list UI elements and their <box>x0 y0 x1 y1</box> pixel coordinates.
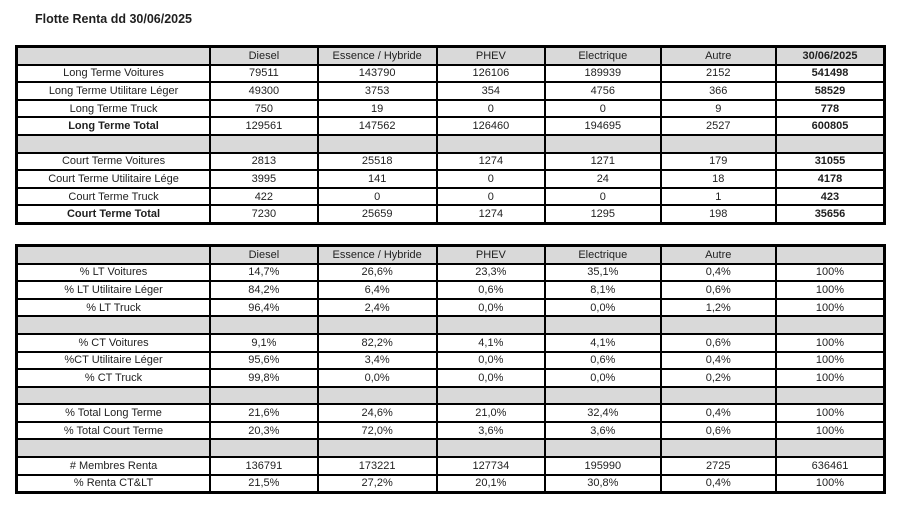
data-cell: 423 <box>776 188 885 206</box>
data-cell: 82,2% <box>318 334 437 352</box>
data-cell: 0 <box>545 100 660 118</box>
data-cell: 143790 <box>318 65 437 83</box>
row-label-cell: Long Terme Utilitare Léger <box>17 82 211 100</box>
data-cell: 100% <box>776 334 885 352</box>
separator-cell <box>17 316 211 334</box>
data-cell: 6,4% <box>318 281 437 299</box>
column-header: PHEV <box>437 245 546 263</box>
data-cell: 8,1% <box>545 281 660 299</box>
data-cell: 100% <box>776 404 885 422</box>
data-cell: 127734 <box>437 457 546 475</box>
data-cell: 147562 <box>318 117 437 135</box>
fleet-counts-table <box>15 45 886 225</box>
data-cell: 58529 <box>776 82 885 100</box>
data-cell: 0,0% <box>437 299 546 317</box>
header-row <box>17 245 885 263</box>
separator-row <box>17 387 885 405</box>
separator-row <box>17 439 885 457</box>
table-row <box>17 100 885 118</box>
row-label-cell: Court Terme Voitures <box>17 153 211 171</box>
data-cell: 126106 <box>437 65 546 83</box>
fleet-counts-table-header <box>17 47 885 65</box>
data-cell: 1295 <box>545 205 660 223</box>
data-cell: 0,6% <box>661 334 776 352</box>
fleet-counts-table-body <box>17 65 885 224</box>
data-cell: 49300 <box>210 82 318 100</box>
data-cell: 0,2% <box>661 369 776 387</box>
data-cell: 129561 <box>210 117 318 135</box>
data-cell: 136791 <box>210 457 318 475</box>
column-header: Diesel <box>210 245 318 263</box>
separator-cell <box>776 316 885 334</box>
table-row <box>17 170 885 188</box>
data-cell: 2813 <box>210 153 318 171</box>
data-cell: 20,1% <box>437 475 546 493</box>
separator-cell <box>661 135 776 153</box>
data-cell: 35,1% <box>545 264 660 282</box>
data-cell: 1271 <box>545 153 660 171</box>
table-row <box>17 205 885 223</box>
data-cell: 84,2% <box>210 281 318 299</box>
row-label-cell: % LT Utilitaire Léger <box>17 281 211 299</box>
separator-cell <box>545 439 660 457</box>
data-cell: 195990 <box>545 457 660 475</box>
data-cell: 541498 <box>776 65 885 83</box>
table-row <box>17 299 885 317</box>
data-cell: 7230 <box>210 205 318 223</box>
separator-row <box>17 316 885 334</box>
row-label-cell: # Membres Renta <box>17 457 211 475</box>
fleet-percentages-table-body <box>17 264 885 493</box>
table-row <box>17 475 885 493</box>
data-cell: 25518 <box>318 153 437 171</box>
data-cell: 179 <box>661 153 776 171</box>
table-row <box>17 404 885 422</box>
data-cell: 100% <box>776 475 885 493</box>
data-cell: 32,4% <box>545 404 660 422</box>
data-cell: 2725 <box>661 457 776 475</box>
row-label-cell: % CT Voitures <box>17 334 211 352</box>
separator-cell <box>17 135 211 153</box>
data-cell: 0 <box>437 170 546 188</box>
data-cell: 24 <box>545 170 660 188</box>
row-label-cell: %CT Utilitaire Léger <box>17 352 211 370</box>
row-label-cell: % CT Truck <box>17 369 211 387</box>
page-title: Flotte Renta dd 30/06/2025 <box>35 12 193 26</box>
column-header: Electrique <box>545 245 660 263</box>
column-header: PHEV <box>437 47 546 65</box>
row-label-cell: Court Terme Truck <box>17 188 211 206</box>
data-cell: 9,1% <box>210 334 318 352</box>
data-cell: 3,4% <box>318 352 437 370</box>
data-cell: 354 <box>437 82 546 100</box>
separator-cell <box>437 135 546 153</box>
table-row <box>17 82 885 100</box>
column-header: Electrique <box>545 47 660 65</box>
data-cell: 636461 <box>776 457 885 475</box>
table-row <box>17 153 885 171</box>
data-cell: 0,4% <box>661 264 776 282</box>
row-label-cell: % Renta CT&LT <box>17 475 211 493</box>
report-page <box>0 12 900 494</box>
data-cell: 1274 <box>437 205 546 223</box>
row-label-cell: % Total Court Terme <box>17 422 211 440</box>
header-row <box>17 47 885 65</box>
column-header: Essence / Hybride <box>318 47 437 65</box>
data-cell: 0 <box>545 188 660 206</box>
column-header: Autre <box>661 245 776 263</box>
separator-cell <box>318 135 437 153</box>
data-cell: 21,0% <box>437 404 546 422</box>
separator-cell <box>318 316 437 334</box>
data-cell: 366 <box>661 82 776 100</box>
data-cell: 79511 <box>210 65 318 83</box>
row-label-cell: % LT Voitures <box>17 264 211 282</box>
separator-cell <box>210 316 318 334</box>
separator-cell <box>661 387 776 405</box>
data-cell: 0,4% <box>661 475 776 493</box>
data-cell: 4,1% <box>437 334 546 352</box>
table-row <box>17 352 885 370</box>
data-cell: 3995 <box>210 170 318 188</box>
table-row <box>17 334 885 352</box>
column-header <box>17 47 211 65</box>
data-cell: 21,6% <box>210 404 318 422</box>
data-cell: 24,6% <box>318 404 437 422</box>
data-cell: 1 <box>661 188 776 206</box>
data-cell: 100% <box>776 422 885 440</box>
data-cell: 0,6% <box>545 352 660 370</box>
data-cell: 750 <box>210 100 318 118</box>
data-cell: 100% <box>776 352 885 370</box>
data-cell: 0,0% <box>545 369 660 387</box>
separator-cell <box>776 135 885 153</box>
data-cell: 100% <box>776 264 885 282</box>
separator-row <box>17 135 885 153</box>
data-cell: 1274 <box>437 153 546 171</box>
data-cell: 100% <box>776 281 885 299</box>
column-header <box>776 245 885 263</box>
data-cell: 100% <box>776 369 885 387</box>
separator-cell <box>776 439 885 457</box>
data-cell: 14,7% <box>210 264 318 282</box>
table-row <box>17 117 885 135</box>
data-cell: 0,0% <box>437 352 546 370</box>
row-label-cell: Long Terme Truck <box>17 100 211 118</box>
column-header: 30/06/2025 <box>776 47 885 65</box>
data-cell: 26,6% <box>318 264 437 282</box>
separator-cell <box>437 316 546 334</box>
data-cell: 18 <box>661 170 776 188</box>
separator-cell <box>545 135 660 153</box>
separator-cell <box>318 387 437 405</box>
data-cell: 2,4% <box>318 299 437 317</box>
separator-cell <box>661 439 776 457</box>
table-row <box>17 457 885 475</box>
data-cell: 4,1% <box>545 334 660 352</box>
data-cell: 3753 <box>318 82 437 100</box>
data-cell: 0,6% <box>661 281 776 299</box>
table-row <box>17 281 885 299</box>
data-cell: 0,4% <box>661 404 776 422</box>
separator-cell <box>545 316 660 334</box>
data-cell: 0,6% <box>437 281 546 299</box>
data-cell: 778 <box>776 100 885 118</box>
table-row <box>17 264 885 282</box>
data-cell: 0,0% <box>545 299 660 317</box>
separator-cell <box>661 316 776 334</box>
data-cell: 23,3% <box>437 264 546 282</box>
column-header: Autre <box>661 47 776 65</box>
data-cell: 21,5% <box>210 475 318 493</box>
data-cell: 35656 <box>776 205 885 223</box>
table-row <box>17 422 885 440</box>
data-cell: 126460 <box>437 117 546 135</box>
data-cell: 25659 <box>318 205 437 223</box>
separator-cell <box>545 387 660 405</box>
data-cell: 99,8% <box>210 369 318 387</box>
data-cell: 422 <box>210 188 318 206</box>
data-cell: 27,2% <box>318 475 437 493</box>
row-label-cell: Court Terme Utilitaire Lége <box>17 170 211 188</box>
data-cell: 0,0% <box>318 369 437 387</box>
data-cell: 0 <box>437 188 546 206</box>
table-row <box>17 369 885 387</box>
separator-cell <box>437 439 546 457</box>
data-cell: 198 <box>661 205 776 223</box>
separator-cell <box>210 387 318 405</box>
fleet-percentages-table <box>15 244 886 494</box>
row-label-cell: % Total Long Terme <box>17 404 211 422</box>
row-label-cell: Long Terme Total <box>17 117 211 135</box>
data-cell: 30,8% <box>545 475 660 493</box>
data-cell: 0 <box>437 100 546 118</box>
data-cell: 2527 <box>661 117 776 135</box>
table-row <box>17 188 885 206</box>
fleet-percentages-table-header <box>17 245 885 263</box>
column-header: Diesel <box>210 47 318 65</box>
data-cell: 0,0% <box>437 369 546 387</box>
separator-cell <box>17 439 211 457</box>
column-header: Essence / Hybride <box>318 245 437 263</box>
data-cell: 19 <box>318 100 437 118</box>
data-cell: 100% <box>776 299 885 317</box>
data-cell: 72,0% <box>318 422 437 440</box>
data-cell: 2152 <box>661 65 776 83</box>
data-cell: 4756 <box>545 82 660 100</box>
data-cell: 20,3% <box>210 422 318 440</box>
row-label-cell: Long Terme Voitures <box>17 65 211 83</box>
data-cell: 4178 <box>776 170 885 188</box>
row-label-cell: % LT Truck <box>17 299 211 317</box>
data-cell: 3,6% <box>545 422 660 440</box>
data-cell: 1,2% <box>661 299 776 317</box>
separator-cell <box>17 387 211 405</box>
data-cell: 0,6% <box>661 422 776 440</box>
separator-cell <box>210 135 318 153</box>
data-cell: 141 <box>318 170 437 188</box>
data-cell: 0,4% <box>661 352 776 370</box>
data-cell: 95,6% <box>210 352 318 370</box>
table-row <box>17 65 885 83</box>
separator-cell <box>776 387 885 405</box>
separator-cell <box>437 387 546 405</box>
column-header <box>17 245 211 263</box>
data-cell: 189939 <box>545 65 660 83</box>
separator-cell <box>318 439 437 457</box>
data-cell: 31055 <box>776 153 885 171</box>
data-cell: 96,4% <box>210 299 318 317</box>
data-cell: 9 <box>661 100 776 118</box>
data-cell: 0 <box>318 188 437 206</box>
data-cell: 173221 <box>318 457 437 475</box>
row-label-cell: Court Terme Total <box>17 205 211 223</box>
separator-cell <box>210 439 318 457</box>
data-cell: 3,6% <box>437 422 546 440</box>
data-cell: 600805 <box>776 117 885 135</box>
data-cell: 194695 <box>545 117 660 135</box>
